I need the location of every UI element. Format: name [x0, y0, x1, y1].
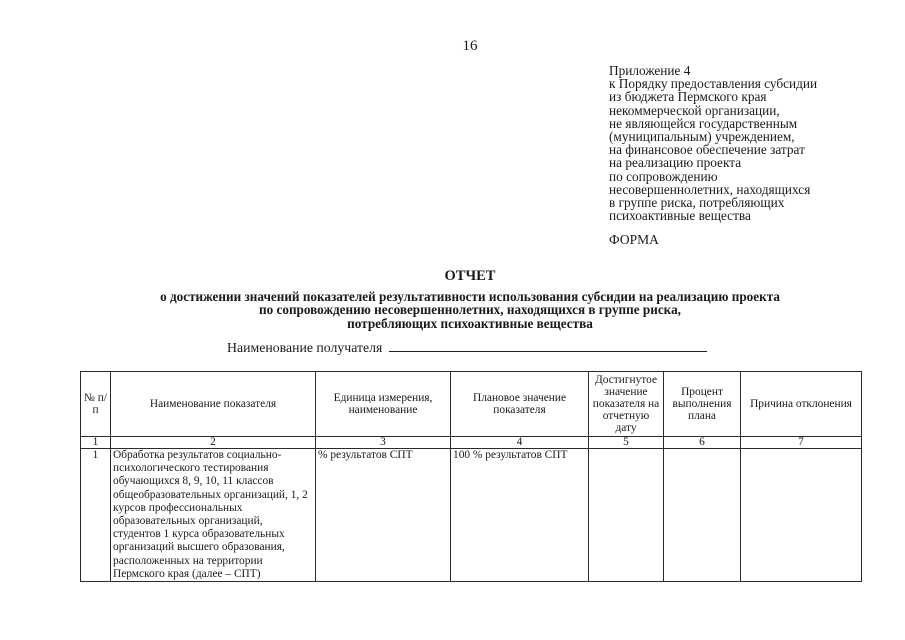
report-subtitle: [0, 290, 905, 330]
table-header-row: [81, 372, 862, 437]
report-subtitle-line: потребляющих психоактивные вещества: [347, 315, 593, 331]
column-number-row: [81, 437, 862, 449]
appendix-line: из бюджета Пермского края: [609, 89, 767, 105]
appendix-line: Приложение 4: [609, 63, 691, 78]
appendix-line: в группе риска, потребляющих: [609, 195, 785, 211]
row-number-cell: 1: [81, 449, 111, 582]
column-number-cell: 1: [81, 437, 111, 449]
column-number-cell: 7: [741, 437, 862, 449]
column-number-cell: 4: [451, 437, 589, 449]
report-subtitle-line: о достижении значений показателей результативности использования субсидии на реализацию проекта: [160, 289, 780, 304]
report-title: ОТЧЕТ: [444, 268, 496, 284]
appendix-line: несовершеннолетних, находящихся: [609, 181, 811, 197]
header-cell-achieved: Достигнутое значение показателя на отчетную дату: [589, 372, 664, 437]
planned-value-cell: 100 % результатов СПТ: [451, 449, 589, 582]
appendix-line: на реализацию проекта: [609, 155, 742, 171]
appendix-block: [609, 64, 899, 222]
appendix-line: по сопровождению: [609, 168, 718, 184]
reason-cell[interactable]: [741, 449, 862, 582]
unit-cell: % результатов СПТ: [316, 449, 451, 582]
column-number-cell: 6: [664, 437, 741, 449]
indicator-cell: Обработка результатов социально-психологического тестирования обучающихся 8, 9, 10, 11 классов общеобразовательных организаций, 1, 2 курсов профессиональных образовательных организаций, студентов 1 курса образовательных организаций высшего образования, расположенных на территории Пермского края (далее – СПТ): [111, 449, 316, 582]
header-cell-number: № п/п: [81, 372, 111, 437]
appendix-line: не являющейся государственным: [609, 115, 798, 131]
appendix-line: некоммерческой организации,: [609, 102, 780, 118]
header-cell-reason: Причина отклонения: [741, 372, 862, 437]
appendix-line: к Порядку предоставления субсидии: [609, 76, 818, 92]
recipient-blank-line[interactable]: [389, 339, 707, 352]
table-row: [81, 449, 862, 582]
percent-cell[interactable]: [664, 449, 741, 582]
achieved-value-cell[interactable]: [589, 449, 664, 582]
page-number: 16: [462, 38, 478, 54]
column-number-cell: 3: [316, 437, 451, 449]
recipient-field: [227, 339, 707, 356]
column-number-cell: 5: [589, 437, 664, 449]
report-subtitle-line: по сопровождению несовершеннолетних, находящихся в группе риска,: [259, 302, 681, 318]
recipient-label: Наименование получателя: [227, 340, 383, 355]
report-table: [80, 371, 862, 582]
form-label: ФОРМА: [609, 232, 659, 247]
header-cell-indicator: Наименование показателя: [111, 372, 316, 437]
header-cell-planned: Плановое значение показателя: [451, 372, 589, 437]
appendix-line: психоактивные вещества: [609, 208, 751, 224]
appendix-line: (муниципальным) учреждением,: [609, 129, 795, 145]
header-cell-percent: Процент выполнения плана: [664, 372, 741, 437]
appendix-line: на финансовое обеспечение затрат: [609, 142, 805, 158]
column-number-cell: 2: [111, 437, 316, 449]
header-cell-unit: Единица измерения, наименование: [316, 372, 451, 437]
